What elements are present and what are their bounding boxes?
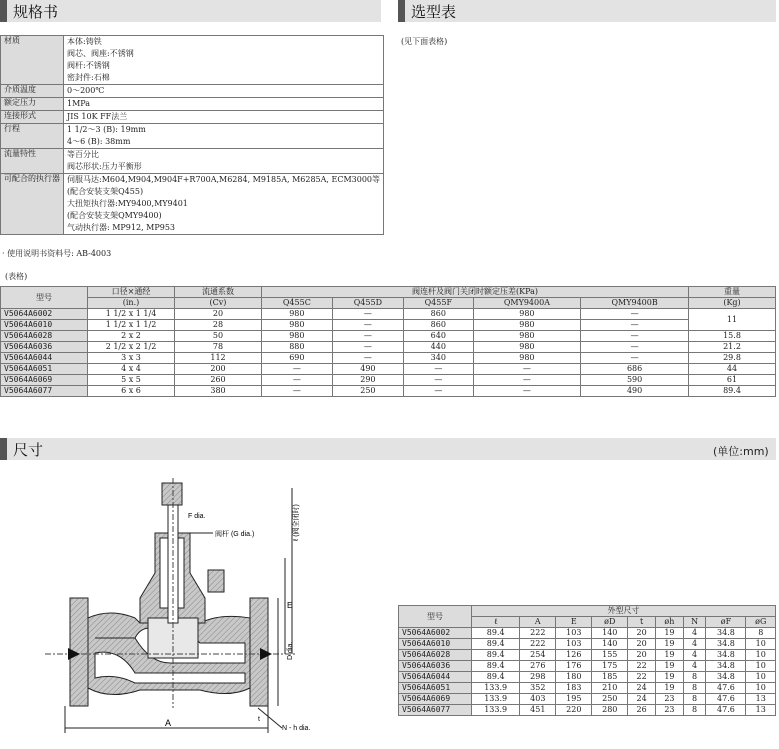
d-dia-label: D dia. <box>287 641 294 660</box>
weight-cell: 21.2 <box>689 342 776 353</box>
table-row <box>399 694 776 705</box>
table-row <box>1 353 776 364</box>
spec-row <box>1 174 384 235</box>
dim-table <box>398 605 776 716</box>
l-label: ℓ (阀全闭时) <box>293 504 300 541</box>
size-header: 口径×通经 <box>88 287 175 298</box>
select-note: (见下面表格) <box>401 37 448 46</box>
cv-cell: 260 <box>175 375 262 386</box>
pressure-cell: 980 <box>473 309 581 320</box>
pressure-cell: 490 <box>581 386 689 397</box>
table-row <box>1 364 776 375</box>
model-cell: V5064A6051 <box>1 364 88 375</box>
dims-header <box>0 438 776 460</box>
model-cell: V5064A6069 <box>1 375 88 386</box>
cv-cell: 20 <box>175 309 262 320</box>
spec-value-line: 阀芯形状:压力平衡形 <box>67 162 142 171</box>
weight-cell: 29.8 <box>689 353 776 364</box>
dim-cell: 34.8 <box>706 628 746 639</box>
pressure-cell: 980 <box>473 331 581 342</box>
dim-cell: 19 <box>656 628 684 639</box>
model-cell: V5064A6044 <box>1 353 88 364</box>
pressure-cell: — <box>404 364 474 375</box>
size-cell: 5 x 5 <box>88 375 175 386</box>
spec-label: 介质温度 <box>1 85 64 98</box>
size-unit: (in.) <box>88 298 175 309</box>
dim-cell: 34.8 <box>706 672 746 683</box>
dim-cell: 8 <box>683 705 706 716</box>
spec-value-line: 1 1/2～3 (B): 19mm <box>67 125 146 134</box>
weight-cell: 15.8 <box>689 331 776 342</box>
pressure-cell: 980 <box>473 353 581 364</box>
dim-col-header: ℓ <box>472 617 520 628</box>
table-row <box>399 650 776 661</box>
dim-cell: 185 <box>592 672 628 683</box>
pressure-cell: — <box>473 364 581 375</box>
spec-value <box>64 149 384 174</box>
dims-header-bar <box>0 438 7 460</box>
dim-cell: 22 <box>628 661 656 672</box>
spec-value <box>64 98 384 111</box>
pressure-cell: 290 <box>332 375 403 386</box>
weight-unit: (Kg) <box>689 298 776 309</box>
spec-value <box>64 111 384 124</box>
dim-cell: 89.4 <box>472 672 520 683</box>
spec-value-line: 大扭矩执行器:MY9400,MY9401 <box>67 199 188 208</box>
dim-cell: 10 <box>746 639 776 650</box>
pressure-cell: 880 <box>262 342 333 353</box>
table-note: (表格) <box>5 272 28 281</box>
dim-cell: 133.9 <box>472 694 520 705</box>
pressure-header: 阀连杆及阀门关闭时额定压差(KPa) <box>262 287 689 298</box>
actuator-col: Q455F <box>404 298 474 309</box>
table-row <box>1 309 776 320</box>
pressure-cell: 980 <box>262 320 333 331</box>
pressure-cell: — <box>581 309 689 320</box>
dim-cell: 176 <box>556 661 592 672</box>
spec-header <box>0 0 381 22</box>
dim-cell: 155 <box>592 650 628 661</box>
spec-row <box>1 149 384 174</box>
dim-cell: 47.6 <box>706 705 746 716</box>
dim-cell: 10 <box>746 650 776 661</box>
spec-label: 额定压力 <box>1 98 64 111</box>
spec-value-line: 0～200℃ <box>67 86 105 95</box>
dim-cell: 254 <box>520 650 556 661</box>
model-cell: V5064A6077 <box>1 386 88 397</box>
dim-cell: 89.4 <box>472 650 520 661</box>
dim-model-cell: V5064A6069 <box>399 694 472 705</box>
dim-cell: 8 <box>683 672 706 683</box>
pressure-cell: — <box>332 309 403 320</box>
dim-group-header: 外型尺寸 <box>472 606 776 617</box>
pressure-cell: 980 <box>262 331 333 342</box>
spec-row <box>1 85 384 98</box>
dim-col-header: øh <box>656 617 684 628</box>
table-row <box>399 705 776 716</box>
dim-cell: 183 <box>556 683 592 694</box>
dim-cell: 24 <box>628 683 656 694</box>
dim-cell: 20 <box>628 639 656 650</box>
weight-header: 重量 <box>689 287 776 298</box>
table-row <box>1 375 776 386</box>
cv-cell: 200 <box>175 364 262 375</box>
pressure-cell: 590 <box>581 375 689 386</box>
pressure-cell: 440 <box>404 342 474 353</box>
spec-value-line: 气动执行器: MP912, MP953 <box>67 223 176 232</box>
pressure-cell: 640 <box>404 331 474 342</box>
pressure-cell: — <box>332 331 403 342</box>
spec-table <box>0 35 384 235</box>
dim-cell: 34.8 <box>706 650 746 661</box>
dim-col-header: øG <box>746 617 776 628</box>
spec-row <box>1 111 384 124</box>
dim-col-header: øD <box>592 617 628 628</box>
dim-cell: 140 <box>592 639 628 650</box>
model-cell: V5064A6010 <box>1 320 88 331</box>
dim-cell: 276 <box>520 661 556 672</box>
spec-row <box>1 124 384 149</box>
spec-value-line: (配合安装支架Q455) <box>67 187 144 196</box>
spec-row <box>1 36 384 85</box>
dim-cell: 19 <box>656 639 684 650</box>
dim-cell: 175 <box>592 661 628 672</box>
dim-cell: 451 <box>520 705 556 716</box>
dim-cell: 280 <box>592 705 628 716</box>
spec-header-bar <box>0 0 7 22</box>
dim-cell: 19 <box>656 672 684 683</box>
pressure-cell: 980 <box>473 342 581 353</box>
spec-label: 可配合的执行器 <box>1 174 64 235</box>
table-row <box>1 331 776 342</box>
size-cell: 3 x 3 <box>88 353 175 364</box>
pressure-cell: — <box>581 331 689 342</box>
spec-value-line: 伺服马达:M604,M904,M904F+R700A,M6284, M9185A, M6285A, ECM3000等 <box>67 175 381 184</box>
dim-cell: 140 <box>592 628 628 639</box>
dim-cell: 403 <box>520 694 556 705</box>
dim-cell: 8 <box>683 683 706 694</box>
table-row <box>399 639 776 650</box>
cv-cell: 28 <box>175 320 262 331</box>
cv-cell: 50 <box>175 331 262 342</box>
dim-col-header: t <box>628 617 656 628</box>
spec-value-line: 等百分比 <box>67 150 99 159</box>
valve-drawing <box>40 478 360 743</box>
dim-cell: 103 <box>556 639 592 650</box>
cv-unit: (Cv) <box>175 298 262 309</box>
spec-value-line: 1MPa <box>67 99 91 108</box>
actuator-col: QMY9400A <box>473 298 581 309</box>
dim-cell: 250 <box>592 694 628 705</box>
dim-cell: 89.4 <box>472 628 520 639</box>
pressure-cell: — <box>404 375 474 386</box>
pressure-cell: 690 <box>262 353 333 364</box>
spec-label: 连接形式 <box>1 111 64 124</box>
spec-value <box>64 174 384 235</box>
dim-cell: 19 <box>656 661 684 672</box>
dim-model-cell: V5064A6002 <box>399 628 472 639</box>
dim-cell: 103 <box>556 628 592 639</box>
size-cell: 4 x 4 <box>88 364 175 375</box>
weight-cell: 89.4 <box>689 386 776 397</box>
dim-col-header: A <box>520 617 556 628</box>
dim-model-cell: V5064A6044 <box>399 672 472 683</box>
pressure-cell: 980 <box>262 309 333 320</box>
dim-col-header: N <box>683 617 706 628</box>
dim-cell: 126 <box>556 650 592 661</box>
dim-model-cell: V5064A6077 <box>399 705 472 716</box>
model-header: 型号 <box>1 287 88 309</box>
weight-cell: 11 <box>689 309 776 331</box>
spec-label: 流量特性 <box>1 149 64 174</box>
cv-cell: 112 <box>175 353 262 364</box>
pressure-cell: — <box>262 375 333 386</box>
size-cell: 1 1/2 x 1 1/4 <box>88 309 175 320</box>
dim-model-cell: V5064A6036 <box>399 661 472 672</box>
cv-header: 流通系数 <box>175 287 262 298</box>
table-row <box>1 342 776 353</box>
pressure-cell: — <box>262 364 333 375</box>
dim-cell: 298 <box>520 672 556 683</box>
pressure-cell: — <box>262 386 333 397</box>
dim-cell: 23 <box>656 705 684 716</box>
dim-cell: 220 <box>556 705 592 716</box>
dim-cell: 23 <box>656 694 684 705</box>
dim-cell: 47.6 <box>706 683 746 694</box>
weight-cell: 44 <box>689 364 776 375</box>
spec-value-line: 密封件:石棉 <box>67 73 110 82</box>
dim-model-cell: V5064A6010 <box>399 639 472 650</box>
dim-model-cell: V5064A6028 <box>399 650 472 661</box>
pressure-cell: — <box>473 386 581 397</box>
spec-label: 材质 <box>1 36 64 85</box>
dim-cell: 13 <box>746 705 776 716</box>
size-cell: 2 x 2 <box>88 331 175 342</box>
dim-cell: 19 <box>656 683 684 694</box>
cv-cell: 380 <box>175 386 262 397</box>
spec-value <box>64 124 384 149</box>
dim-col-header: øF <box>706 617 746 628</box>
actuator-col: Q455C <box>262 298 333 309</box>
a-label: A <box>165 718 172 728</box>
dim-cell: 210 <box>592 683 628 694</box>
dim-cell: 133.9 <box>472 683 520 694</box>
spec-label: 行程 <box>1 124 64 149</box>
spec-value-line: (配合安装支架QMY9400) <box>67 211 162 220</box>
spec-value <box>64 85 384 98</box>
select-header-title: 选型表 <box>411 2 457 21</box>
model-cell: V5064A6028 <box>1 331 88 342</box>
table-row <box>399 683 776 694</box>
table-row <box>399 672 776 683</box>
dim-cell: 4 <box>683 650 706 661</box>
spec-header-title: 规格书 <box>13 2 59 21</box>
dim-cell: 20 <box>628 650 656 661</box>
pressure-cell: — <box>404 386 474 397</box>
actuator-col: QMY9400B <box>581 298 689 309</box>
pressure-cell: — <box>473 375 581 386</box>
dim-cell: 4 <box>683 628 706 639</box>
dim-cell: 22 <box>628 672 656 683</box>
pressure-cell: 340 <box>404 353 474 364</box>
dim-cell: 180 <box>556 672 592 683</box>
model-cell: V5064A6002 <box>1 309 88 320</box>
pressure-cell: — <box>581 342 689 353</box>
size-cell: 1 1/2 x 1 1/2 <box>88 320 175 331</box>
pressure-cell: 250 <box>332 386 403 397</box>
model-table <box>0 286 776 397</box>
spec-value-line: 阀芯、阀座:不锈钢 <box>67 49 134 58</box>
select-header-bar <box>398 0 405 22</box>
spec-value-line: 本体:铸铁 <box>67 37 102 46</box>
dim-cell: 34.8 <box>706 661 746 672</box>
dim-cell: 222 <box>520 628 556 639</box>
dim-cell: 10 <box>746 661 776 672</box>
dim-cell: 8 <box>746 628 776 639</box>
pressure-cell: — <box>332 342 403 353</box>
dim-cell: 10 <box>746 672 776 683</box>
table-row <box>1 320 776 331</box>
table-row <box>399 628 776 639</box>
pressure-cell: — <box>332 320 403 331</box>
dim-cell: 89.4 <box>472 661 520 672</box>
select-header <box>398 0 776 22</box>
table-row <box>399 661 776 672</box>
pressure-cell: — <box>581 353 689 364</box>
size-cell: 2 1/2 x 2 1/2 <box>88 342 175 353</box>
pressure-cell: — <box>581 320 689 331</box>
dim-cell: 4 <box>683 639 706 650</box>
dim-cell: 24 <box>628 694 656 705</box>
dim-cell: 20 <box>628 628 656 639</box>
pressure-cell: 860 <box>404 309 474 320</box>
pressure-cell: — <box>332 353 403 364</box>
dim-model-header: 型号 <box>399 606 472 628</box>
t-label: t <box>258 716 260 723</box>
dim-cell: 19 <box>656 650 684 661</box>
f-dia-label: F dia. <box>188 513 206 520</box>
pressure-cell: 860 <box>404 320 474 331</box>
dim-cell: 222 <box>520 639 556 650</box>
dim-model-cell: V5064A6051 <box>399 683 472 694</box>
table-row <box>1 386 776 397</box>
spec-row <box>1 98 384 111</box>
manual-note: · 使用说明书资料号: AB-4003 <box>2 249 112 258</box>
dim-cell: 8 <box>683 694 706 705</box>
pressure-cell: 490 <box>332 364 403 375</box>
e-label: E <box>287 601 293 610</box>
dim-cell: 10 <box>746 683 776 694</box>
cv-cell: 78 <box>175 342 262 353</box>
dim-cell: 133.9 <box>472 705 520 716</box>
spec-value-line: 阀杆:不锈钢 <box>67 61 110 70</box>
spec-value-line: JIS 10K FF法兰 <box>67 112 128 121</box>
stem-label: 阀杆 (G dia.) <box>215 531 255 538</box>
unit-note: (单位:mm) <box>713 445 769 458</box>
actuator-col: Q455D <box>332 298 403 309</box>
dim-cell: 13 <box>746 694 776 705</box>
dim-cell: 195 <box>556 694 592 705</box>
pressure-cell: 686 <box>581 364 689 375</box>
n-label: N - h dia. <box>282 725 311 732</box>
dims-header-title: 尺寸 <box>13 440 44 459</box>
dim-cell: 26 <box>628 705 656 716</box>
size-cell: 6 x 6 <box>88 386 175 397</box>
dim-cell: 89.4 <box>472 639 520 650</box>
pressure-cell: 980 <box>473 320 581 331</box>
dim-col-header: E <box>556 617 592 628</box>
dim-cell: 4 <box>683 661 706 672</box>
spec-value-line: 4～6 (B): 38mm <box>67 137 131 146</box>
dim-cell: 34.8 <box>706 639 746 650</box>
weight-cell: 61 <box>689 375 776 386</box>
spec-value <box>64 36 384 85</box>
dim-cell: 47.6 <box>706 694 746 705</box>
model-cell: V5064A6036 <box>1 342 88 353</box>
dim-cell: 352 <box>520 683 556 694</box>
